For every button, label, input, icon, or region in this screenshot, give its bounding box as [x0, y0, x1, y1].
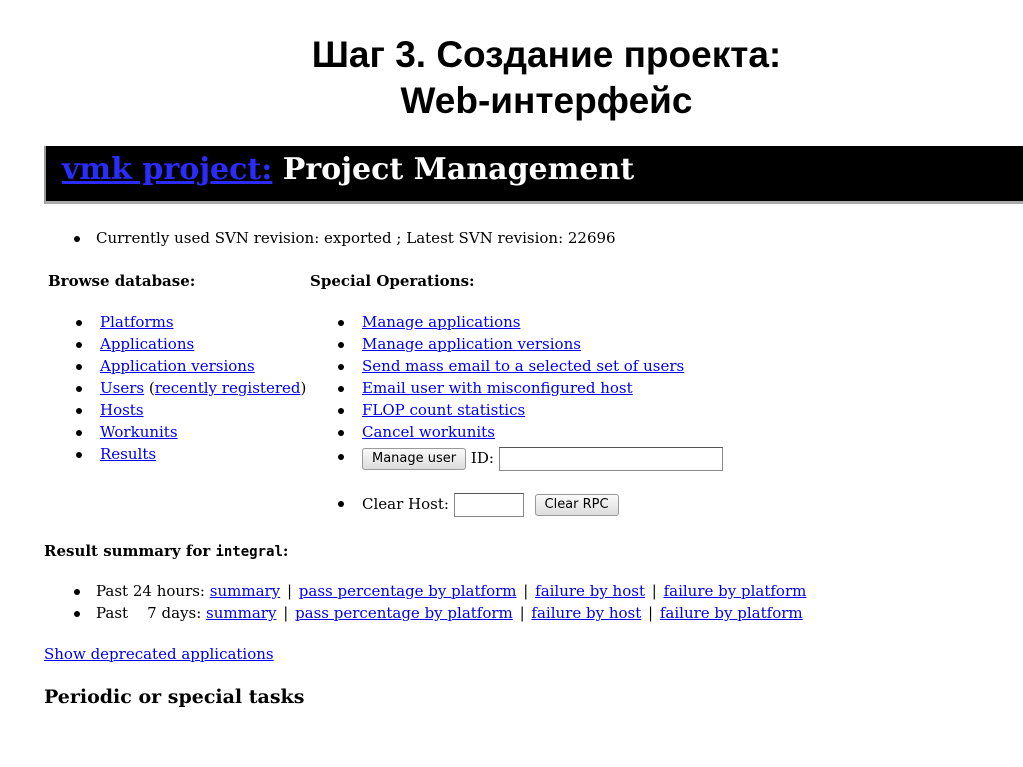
list-item: Users (recently registered) — [76, 377, 306, 399]
results-link[interactable]: Results — [100, 445, 157, 463]
platforms-link[interactable]: Platforms — [100, 313, 174, 331]
summary-row-7d — [96, 602, 803, 624]
browse-database-heading: Browse database: — [48, 272, 196, 290]
separator: | — [648, 604, 654, 622]
separator: | — [651, 582, 657, 600]
failure-by-platform-link[interactable]: failure by platform — [659, 604, 803, 622]
cancel-workunits-link[interactable]: Cancel workunits — [362, 423, 495, 441]
list-item — [76, 421, 306, 443]
list-item — [338, 421, 684, 443]
show-deprecated-link[interactable]: Show deprecated applications — [44, 645, 274, 663]
clear-host-bullet — [338, 501, 344, 507]
list-item — [76, 355, 306, 377]
users-link[interactable]: Users — [100, 379, 145, 397]
slide-title-line1: Шаг 3. Создание проекта: — [311, 34, 782, 75]
result-summary-suffix: : — [282, 542, 289, 560]
project-header — [44, 146, 1023, 204]
app-name: integral — [215, 544, 283, 560]
separator: | — [283, 604, 289, 622]
workunits-link[interactable]: Workunits — [100, 423, 178, 441]
email-misconfigured-host-link[interactable]: Email user with misconfigured host — [362, 379, 633, 397]
list-item — [76, 311, 306, 333]
summary-row-24h — [96, 580, 806, 602]
list-item — [338, 311, 684, 333]
periodic-tasks-heading: Periodic or special tasks — [44, 686, 305, 708]
period-label: Past 24 hours: — [96, 582, 205, 600]
special-operations-heading: Special Operations: — [310, 272, 475, 290]
failure-by-host-link[interactable]: failure by host — [531, 604, 642, 622]
pass-percentage-link[interactable]: pass percentage by platform — [298, 582, 517, 600]
failure-by-host-link[interactable]: failure by host — [535, 582, 645, 600]
list-item — [338, 333, 684, 355]
failure-by-platform-link[interactable]: failure by platform — [663, 582, 807, 600]
send-mass-email-link[interactable]: Send mass email to a selected set of users — [362, 357, 685, 375]
separator: | — [523, 582, 529, 600]
manage-user-row — [362, 446, 723, 471]
project-home-link[interactable]: vmk project: — [62, 152, 273, 187]
summary-7d-bullet — [74, 611, 80, 617]
flop-count-statistics-link[interactable]: FLOP count statistics — [362, 401, 526, 419]
result-summary-heading — [44, 542, 288, 560]
page-title: Project Management — [282, 152, 635, 187]
manage-applications-link[interactable]: Manage applications — [362, 313, 521, 331]
summary-link[interactable]: summary — [206, 604, 277, 622]
special-operations-list — [338, 311, 684, 443]
application-versions-link[interactable]: Application versions — [100, 357, 255, 375]
project-header-title — [62, 152, 634, 187]
list-item — [76, 333, 306, 355]
list-item — [76, 443, 306, 465]
summary-24h-bullet — [74, 589, 80, 595]
svn-bullet — [74, 236, 80, 242]
hosts-link[interactable]: Hosts — [100, 401, 144, 419]
manage-application-versions-link[interactable]: Manage application versions — [362, 335, 581, 353]
manage-user-button[interactable]: Manage user — [362, 448, 466, 470]
pass-percentage-link[interactable]: pass percentage by platform — [295, 604, 513, 622]
svn-revision-text: Currently used SVN revision: exported ; Latest SVN revision: 22696 — [96, 229, 616, 247]
browse-database-list — [76, 311, 306, 465]
manage-user-bullet — [338, 454, 344, 460]
separator: | — [286, 582, 293, 600]
recently-registered-link[interactable]: recently registered — [154, 379, 301, 397]
list-item — [338, 399, 684, 421]
clear-host-row — [362, 492, 619, 517]
applications-link[interactable]: Applications — [100, 335, 195, 353]
list-item — [338, 377, 684, 399]
result-summary-prefix: Result summary for — [44, 542, 216, 560]
slide-title-line2: Web-интерфейс — [400, 80, 693, 121]
separator: | — [519, 604, 525, 622]
list-item — [338, 355, 684, 377]
slide-title — [0, 32, 1023, 124]
summary-link[interactable]: summary — [209, 582, 281, 600]
clear-host-input[interactable] — [454, 493, 524, 517]
id-label: ID: — [470, 449, 494, 467]
list-item — [76, 399, 306, 421]
clear-host-label: Clear Host: — [362, 495, 449, 513]
period-label: Past 7 days: — [96, 604, 202, 622]
clear-rpc-button[interactable]: Clear RPC — [535, 494, 619, 516]
user-id-input[interactable] — [499, 447, 723, 471]
